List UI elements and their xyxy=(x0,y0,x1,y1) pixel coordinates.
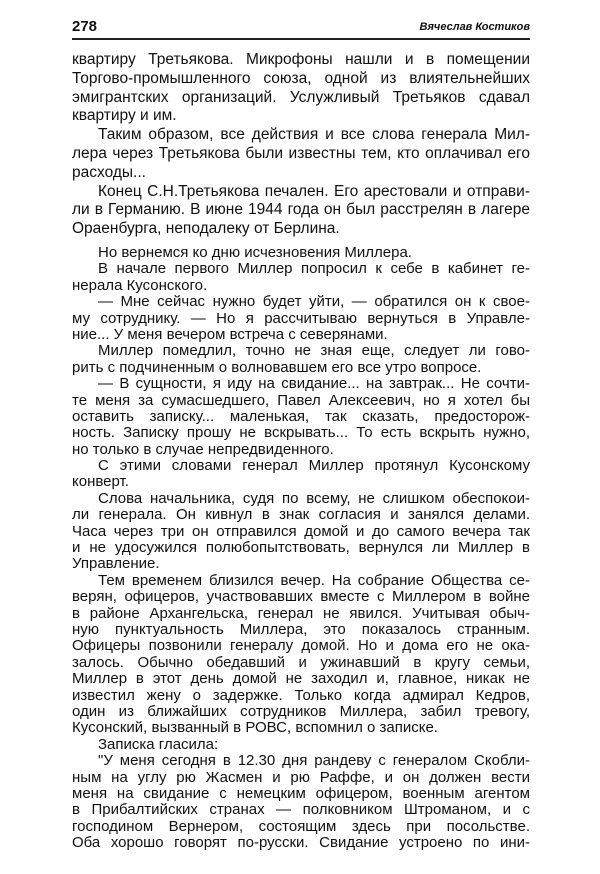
text-line: в Прибалтийских странах — полковником Штроманом, и с xyxy=(72,801,530,819)
text-line: ние... У меня вечером встреча с северянами. xyxy=(72,325,388,343)
text-line: залось. Обычно обедавший и ужинавший в кругу семьи, xyxy=(72,653,530,671)
text-line: Кусонский, вызванный в РОВС, вспомнил о записке. xyxy=(72,719,438,737)
text-line: конверт. xyxy=(72,473,129,491)
text-line: оставить записку... маленькая, так сказать, предосторож- xyxy=(72,407,530,425)
text-line: Но вернемся ко дню исчезновения Миллера. xyxy=(98,244,412,261)
text-line: и не удосужился полюбопытствовать, вернулся ли Миллер в xyxy=(72,539,530,557)
text-line: Миллер помедлил, точно не зная еще, следует ли гово- xyxy=(98,342,530,360)
text-line: Торгово-промышленного союза, одной из влиятельнейших xyxy=(72,69,530,87)
text-line: верян, офицеров, участвовавших вместе с Миллером в войне xyxy=(72,588,530,606)
text-line: нерала Кусонского. xyxy=(72,276,208,294)
running-head: Вячеслав Костиков xyxy=(419,21,530,33)
text-line: Офицеры позвонили генералу домой. Но и дома его не ока- xyxy=(72,637,530,655)
page-header xyxy=(72,18,530,40)
text-line: лера через Третьякова были известны тем, кто оплачивал его xyxy=(72,144,530,162)
text-line: "У меня сегодня в 12.30 дня рандеву с генералом Скобли- xyxy=(98,752,530,770)
text-line: квартиру и им. xyxy=(72,107,177,125)
text-line: известил жену о задержке. Только когда адмирал Кедров, xyxy=(72,686,530,704)
text-line: Оба хорошо говорят по-русски. Свидание устроено по ини- xyxy=(72,834,530,852)
text-line: Ораенбурга, неподалеку от Берлина. xyxy=(72,220,340,238)
text-line: му сотруднику. — Но я рассчитываю вернуться в Управле- xyxy=(72,309,530,327)
text-block-1 xyxy=(72,51,530,239)
text-line: Тем временем близился вечер. На собрание Общества се- xyxy=(98,571,530,589)
text-line: но только в случае непредвиденного. xyxy=(72,440,334,458)
text-block-2 xyxy=(72,245,530,851)
text-line: один из ближайших сотрудников Миллера, забил тревогу, xyxy=(72,702,530,720)
text-line: В начале первого Миллер попросил к себе в кабинет ге- xyxy=(98,260,530,278)
text-line: Записка гласила: xyxy=(98,735,219,753)
text-line: ность. Записку прошу не вскрывать... То есть вскрыть нужно, xyxy=(72,424,530,442)
text-line: Слова начальника, судя по всему, не слишком обеспокои- xyxy=(98,489,530,507)
text-line: Таким образом, все действия и все слова генерала Мил- xyxy=(98,126,530,144)
text-line: ли в Германию. В июне 1944 года он был расстрелян в лагере xyxy=(72,201,530,219)
text-line: ную пунктуальность Миллера, это показалось странным. xyxy=(72,620,530,638)
text-line: ли генерала. Он кивнул в знак согласия и занялся делами. xyxy=(72,506,530,524)
text-line: ным на углу рю Жасмен и рю Раффе, и он должен вести xyxy=(72,768,530,786)
text-line: квартиру Третьякова. Микрофоны нашли и в помещении xyxy=(72,51,530,68)
text-line: — Мне сейчас нужно будет уйти, — обратился он к свое- xyxy=(98,293,530,311)
text-line: — В сущности, я иду на свидание... на завтрак... Не сочти- xyxy=(98,375,530,393)
text-line: С этими словами генерал Миллер протянул Кусонскому xyxy=(98,457,530,475)
text-line: в районе Архангельска, генерал не явился. Учитывая обыч- xyxy=(72,604,530,622)
text-line: эмигрантских организаций. Услужливый Третьяков сдавал xyxy=(72,88,530,106)
text-line: меня на свидание с немецким офицером, военным агентом xyxy=(72,784,530,802)
page-number: 278 xyxy=(72,18,98,35)
text-line: рить с подчиненным о волновавшем его все утро вопросе. xyxy=(72,358,482,376)
text-line: Управление. xyxy=(72,555,160,573)
text-line: Миллер в этот день домой не заходил и, главное, никак не xyxy=(72,670,530,688)
text-line: господином Вернером, состоящим здесь при посольстве. xyxy=(72,817,530,835)
text-line: расходы... xyxy=(72,163,146,181)
text-line: те меня за сумасшедшего, Павел Алексеевич, но я хотел бы xyxy=(72,391,530,409)
text-line: Часа через три он отправился домой и до самого вечера так xyxy=(72,522,530,540)
text-line: Конец С.Н.Третьякова печален. Его арестовали и отправи- xyxy=(98,182,530,200)
